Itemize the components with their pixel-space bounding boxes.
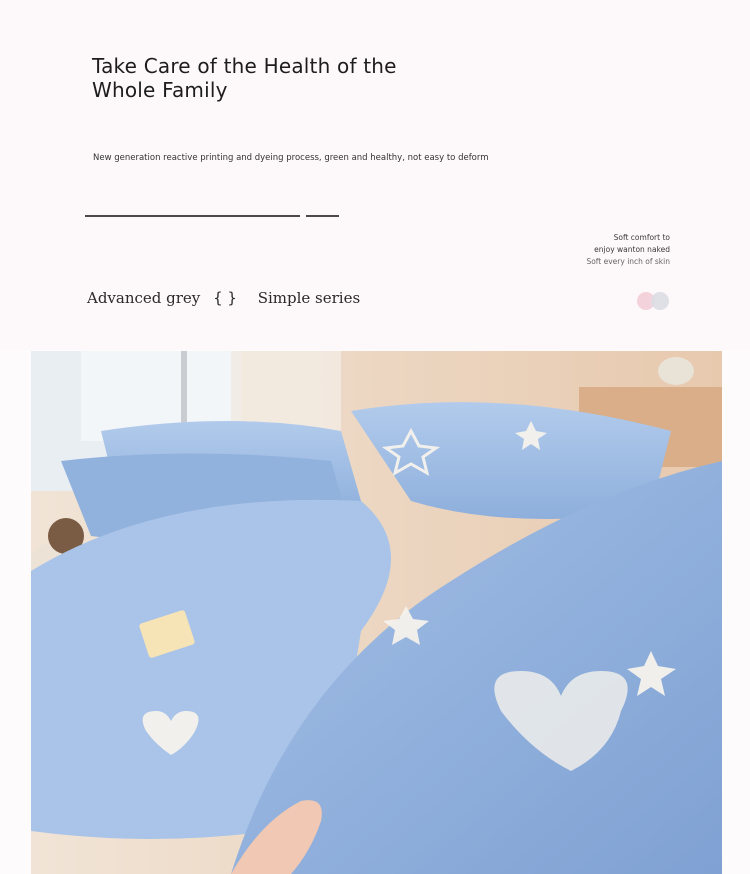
page-subtitle: New generation reactive printing and dyeing process, green and healthy, not easy to deform: [93, 153, 489, 163]
series-brace: { }: [213, 289, 237, 307]
divider-short: [306, 215, 339, 217]
series-left-label: Advanced grey: [87, 289, 201, 307]
bedding-illustration: [31, 351, 722, 874]
comfort-line-1: Soft comfort to: [613, 233, 670, 242]
header-banner: [0, 0, 750, 350]
bedding-photo: [31, 351, 722, 874]
comfort-text: [586, 232, 670, 268]
series-label: [87, 289, 360, 307]
comfort-line-2: enjoy wanton naked: [594, 245, 670, 254]
series-right-label: Simple series: [257, 289, 361, 307]
comfort-line-3: Soft every inch of skin: [586, 257, 670, 266]
color-dots-icon: [636, 291, 672, 311]
page-title: Take Care of the Health of the Whole Family: [92, 54, 397, 102]
divider-long: [85, 215, 300, 217]
